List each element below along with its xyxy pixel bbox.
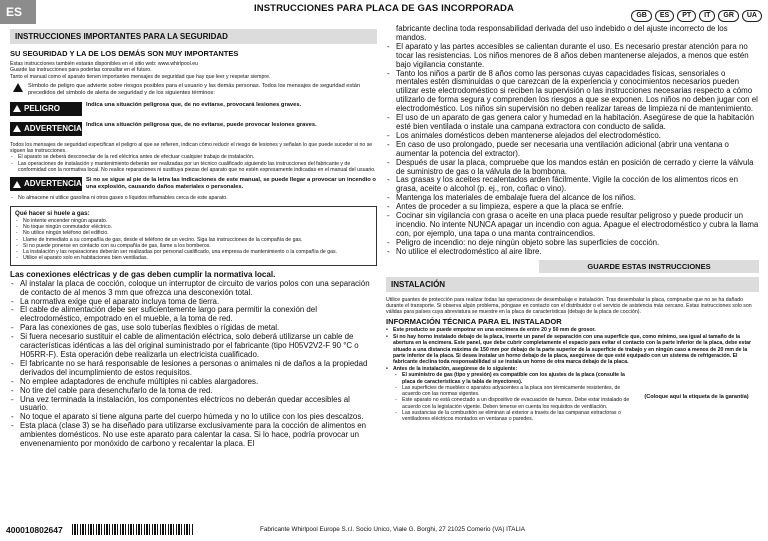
top-bar <box>0 0 768 24</box>
messages-intro: Todos los mensajes de seguridad especifican el peligro al que se refieren, indican cómo reducir el riesgo de lesiones y señalan lo que puede suceder si no se siguen las instrucciones. <box>10 141 373 155</box>
list-item: - Llame de inmediato a su compañía de gas, desde el teléfono de un vecino. Siga las instrucciones de la compañía de gas. <box>15 237 372 243</box>
list-item: - Tanto los niños a partir de 8 años como las personas cuyas capacidades físicas, sensoriales o mentales estén disminuidas o que carezcan de la experiencia y conocimientos necesarios pueden utilizar este electrodoméstico si reciben la supervisión o las instrucciones necesarias respecto a cómo utilizarlo de forma segura y comprenden los riesgos a que se exponen. Los niños no deben jugar con el electrodoméstico. Los niños sin supervisión no deben realizar tareas de limpieza ni de mantenimiento. <box>386 70 759 115</box>
connections-list <box>10 280 377 449</box>
advertencia2-row <box>10 177 377 191</box>
list-item: - Para las conexiones de gas, use solo tuberías flexibles o rígidas de metal. <box>10 324 377 333</box>
list-item: - El aparato y las partes accesibles se calientan durante el uso. Es necesario prestar atención para no tocar las resistencias. Los niños menores de 8 años deben mantenerse alejados, a menos que estén bajo vigilancia constante. <box>386 43 759 70</box>
list-item: - No toque ningún conmutador eléctrico. <box>15 224 372 230</box>
list-item: - Una vez terminada la instalación, los componentes eléctricos no deberán quedar accesibles al usuario. <box>10 396 377 414</box>
warranty-label-area: (Coloque aquí la etiqueta de la garantía) <box>644 394 749 401</box>
section-safety-heading: INSTRUCCIONES IMPORTANTES PARA LA SEGURIDAD <box>10 29 377 44</box>
installation-heading: INSTALACIÓN <box>386 277 759 292</box>
list-item: - Después de usar la placa, compruebe que los mandos están en posición de cerrado y cierre la válvula de suministro de gas o la válvula de la bombona. <box>386 159 759 177</box>
keep-instructions-heading-row <box>386 260 759 273</box>
list-item: - Si fuera necesario sustituir el cable de alimentación eléctrica, solo deberá utilizarse un cable de características idénticas a las del original suministrado por el fabricante (tipo H05V2V2-F 90 °C o H05RR-F). Esta operación debe realizarla un electricista cualificado. <box>10 333 377 360</box>
warning-triangle-icon <box>13 105 21 112</box>
symbol-note: Símbolo de peligro que advierte sobre riesgos posibles para el usuario y las demás personas. Todos los mensajes de seguridad están precedidos del símbolo de alerta de seguridad y de los siguientes términos: <box>28 82 360 96</box>
right-column <box>386 25 759 423</box>
safety-list <box>386 43 759 257</box>
language-badge: ES <box>0 0 36 24</box>
installer-checklist <box>386 372 759 422</box>
gas-box-title: Qué hacer si huele a gas: <box>15 209 90 217</box>
product-code: 400010802647 <box>6 525 63 535</box>
list-item: • Este producto se puede empotrar en una encimera de entre 20 y 50 mm de grosor. <box>386 327 759 333</box>
list-item: - El uso de un aparato de gas genera calor y humedad en la habitación. Asegúrese de que la habitación esté bien ventilada o instale una campana extractora con conducto de salida. <box>386 114 759 132</box>
checklist-list <box>386 372 634 422</box>
list-item: - La normativa exige que el aparato incluya toma de tierra. <box>10 298 377 307</box>
list-item: - Los animales domésticos deben mantenerse alejados del electrodoméstico. <box>386 132 759 141</box>
list-item: - No intente encender ningún aparato. <box>15 218 372 224</box>
lang-es[interactable]: ES <box>655 10 674 22</box>
installation-text: Utilice guantes de protección para realizar todas las operaciones de desembalaje e instalación. Tras desembalar la placa, compruebe que no se ha dañado durante el transporte. Si observa algún problema, póngase en contacto con el distribuidor o el servicio de asistencia más cercano. Estas instrucciones solo son válidas para países cuya abreviatura se muestre en la placa de características (debajo de la placa de cocción). <box>386 296 752 316</box>
list-item: - Las grasas y los aceites recalentados arden fácilmente. Vigile la cocción de los alimentos ricos en grasa, aceite o alcohol (p. ej., ron, coñac o vino). <box>386 176 759 194</box>
warning-triangle-icon <box>13 83 23 92</box>
list-item: - Mantenga los materiales de embalaje fuera del alcance de los niños. <box>386 194 759 203</box>
list-item: - Antes de proceder a su limpieza, espere a que la placa se enfríe. <box>386 203 759 212</box>
list-item: - La instalación y las reparaciones deberán ser realizadas por personal cualificado, una empresa de mantenimiento o la compañía de gas. <box>15 249 372 255</box>
subsection-heading: SU SEGURIDAD Y LA DE LOS DEMÁS SON MUY IMPORTANTES <box>10 49 239 58</box>
lang-ua[interactable]: UA <box>742 10 762 22</box>
advertencia2-text: Si no se sigue al pie de la letra las indicaciones de este manual, se puede llegar a provocar un incendio o una explosión, causando daños materiales o personales. <box>86 177 376 191</box>
list-item: - Las sustancias de la combustión se eliminan al exterior a través de las campanas extractoras o ventiladores eléctricos montados en ventanas o paredes. <box>394 410 634 423</box>
list-item: - El fabricante no se hará responsable de lesiones a personas o animales ni de daños a la propiedad derivados del incumplimiento de estos requisitos. <box>10 360 377 378</box>
document-title: INSTRUCCIONES PARA PLACA DE GAS INCORPORADA <box>254 3 514 14</box>
list-item: - Peligro de incendio: no deje ningún objeto sobre las superficies de cocción. <box>386 239 759 248</box>
peligro-badge <box>10 102 82 116</box>
messages-list <box>10 154 377 173</box>
list-item: - No emplee adaptadores de enchufe múltiples ni cables alargadores. <box>10 378 377 387</box>
advertencia-label: ADVERTENCIA <box>24 123 82 133</box>
advertencia2-badge <box>10 177 82 191</box>
no-store-list <box>10 195 377 201</box>
list-item: - Utilice el aparato solo en habitaciones bien ventiladas. <box>15 255 372 261</box>
list-item: - Si no puede ponerse en contacto con su compañía de gas, llame a los bomberos. <box>15 243 372 249</box>
lang-gb[interactable]: GB <box>631 10 652 22</box>
lang-it[interactable]: IT <box>699 10 715 22</box>
list-item: • Si no hay horno instalado debajo de la placa, inserte un panel de separación con una superficie que, como mínimo, sea igual al tamaño de la abertura en la encimera. Este panel, que debe cubrir completamente el espacio para evitar el contacto con la parte inferior de la placa, debe estar situado a una distancia máxima de 150 mm por debajo de la parte superior de la superficie de trabajo y en ningún caso a menos de 20 mm de la parte inferior de la placa. Si desea instalar un horno debajo de la placa, asegúrese de que esté equipado con un sistema de refrigeración. El fabricante declina toda responsabilidad si se instala un horno de otra marca debajo de la placa. <box>386 334 759 366</box>
list-item: - No utilice el electrodoméstico al aire libre. <box>386 248 759 257</box>
connections-heading: Las conexiones eléctricas y de gas deben cumplir la normativa local. <box>10 269 276 279</box>
gas-smell-box <box>10 206 377 266</box>
intro-line: Guarde las instrucciones para poderlas consultar en el futuro. <box>10 67 152 74</box>
intro-line: Estas instrucciones también estarán disponibles en el sitio web: www.whirlpool.eu <box>10 61 198 67</box>
list-item: - En caso de uso prolongado, puede ser necesaria una ventilación adicional (abrir una ventana o aumentar la potencia del extractor). <box>386 141 759 159</box>
list-item: - No tire del cable para desenchufarlo de la toma de red. <box>10 387 377 396</box>
advertencia-text: Indica una situación peligrosa que, de no evitarse, puede provocar lesiones graves. <box>86 121 317 128</box>
peligro-text: Indica una situación peligrosa que, de no evitarse, provocará lesiones graves. <box>86 101 302 108</box>
checklist-items <box>386 372 634 422</box>
warning-triangle-icon <box>13 181 21 188</box>
warning-triangle-icon <box>13 125 21 132</box>
lang-gr[interactable]: GR <box>718 10 739 22</box>
lang-pt[interactable]: PT <box>677 10 696 22</box>
footer <box>0 519 768 541</box>
list-item: - Las operaciones de instalación y mantenimiento deberán ser realizadas por un técnico cualificado siguiendo las instrucciones del fabricante y de conformidad con la normativa local. No realice reparaciones ni sustituya piezas del aparato que no estén expresamente indicadas en el manual del usuario. <box>10 161 377 174</box>
list-item: - Las superficies de muebles o aparatos adyacentes a la placa son térmicamente resistentes, de acuerdo con las normas vigentes. <box>394 385 634 398</box>
barcode-icon <box>72 524 194 535</box>
list-item: - El cable de alimentación debe ser suficientemente largo para permitir la conexión del electrodoméstico, empotrado en el mueble, a la toma de red. <box>10 306 377 324</box>
list-item: - El aparato se deberá desconectar de la red eléctrica antes de efectuar cualquier trabajo de instalación. <box>10 154 377 160</box>
list-item: - El suministro de gas (tipo y presión) es compatible con los ajustes de la placa (consulte la placa de características y la tabla de inyectores). <box>394 372 634 385</box>
tech-info-heading: INFORMACIÓN TÉCNICA PARA EL INSTALADOR <box>386 317 562 327</box>
continued-text: fabricante declina toda responsabilidad derivada del uso indebido o del ajuste incorrecto de los mandos. <box>396 24 728 42</box>
list-item: - Esta placa (clase 3) se ha diseñado para utilizarse exclusivamente para la cocción de alimentos en ambientes domésticos. No use este aparato para calentar la casa. Si lo hace, podría provocar un envenenamiento por monóxido de carbono y recalentar la placa. El <box>10 422 377 449</box>
left-column <box>10 29 377 449</box>
list-item: - Cocinar sin vigilancia con grasa o aceite en una placa puede resultar peligroso y puede producir un incendio. No intente NUNCA apagar un incendio con agua. Apague el electrodoméstico y cubra la llama con, por ejemplo, una tapa o una manta contraincendios. <box>386 212 759 239</box>
list-item: - No almacene ni utilice gasolina ni otros gases o líquidos inflamables cerca de este aparato. <box>10 195 377 201</box>
symbol-row <box>10 83 377 97</box>
language-selector <box>631 10 762 22</box>
peligro-row <box>10 102 377 116</box>
keep-instructions-heading: GUARDE ESTAS INSTRUCCIONES <box>539 260 759 273</box>
manufacturer-text: Fabricante Whirlpool Europe S.r.l. Socio Unico, Viale G. Borghi, 27 21025 Comerio (VA) ITALIA <box>260 526 525 533</box>
peligro-label: PELIGRO <box>24 103 61 113</box>
list-item: - Este aparato no está conectado a un dispositivo de evacuación de humos. Debe estar instalado de acuerdo con la legislación vigente. Deben tenerse en cuenta los requisitos de ventilación. <box>394 397 634 410</box>
advertencia-badge <box>10 122 82 136</box>
list-item: - Al instalar la placa de cocción, coloque un interruptor de circuito de varios polos con una separación de contacto de al menos 3 mm que ofrezca una desconexión total. <box>10 280 377 298</box>
list-item: • Antes de la instalación, asegúrese de lo siguiente: <box>386 366 759 372</box>
advertencia2-label: ADVERTENCIA <box>24 179 82 189</box>
intro-line: Tanto el manual como el aparato tienen importantes mensajes de seguridad que hay que leer y respetar siempre. <box>10 73 271 80</box>
gas-box-list <box>15 218 372 262</box>
advertencia-row <box>10 122 377 136</box>
list-item: - No toque el aparato si tiene alguna parte del cuerpo húmeda y no lo utilice con los pies descalzos. <box>10 413 377 422</box>
tech-info-list <box>386 327 759 372</box>
list-item: - No utilice ningún teléfono del edificio. <box>15 230 372 236</box>
